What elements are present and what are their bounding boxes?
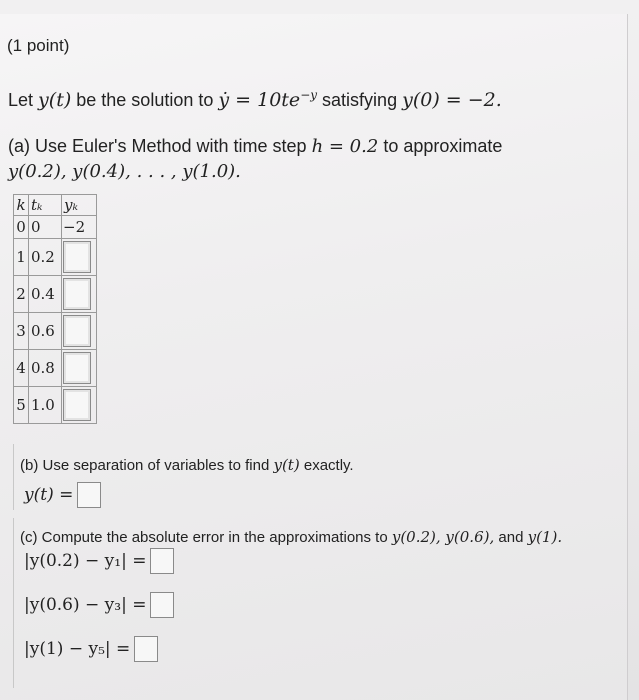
part-c-prompt [20,528,630,546]
cell-y-answer [62,350,97,387]
euler-table [13,194,97,424]
part-a-text: (a) Use Euler's Method with time step [8,136,307,156]
header-yk: yₖ [62,195,97,216]
y1-input[interactable] [63,241,91,273]
error5-input[interactable] [134,636,158,662]
part-a-targets: y(0.2), y(0.4), . . . , y(1.0). [8,161,241,182]
table-row [14,313,97,350]
part-c-and: and [498,529,524,546]
cell-k: 2 [14,276,29,313]
ode-equation: ẏ = 10te [218,89,301,111]
cell-k: 0 [14,216,29,239]
cell-k: 3 [14,313,29,350]
table-header-row [14,195,97,216]
cell-t: 0.6 [29,313,62,350]
part-c-divider [13,518,14,688]
part-b-text-after: exactly. [303,457,354,474]
cell-k: 4 [14,350,29,387]
part-b-answer-row [24,482,101,508]
y2-input[interactable] [63,278,91,310]
header-tk: tₖ [29,195,62,216]
error-row-1 [24,548,174,574]
y4-input[interactable] [63,352,91,384]
part-a-text-after: to approximate [383,136,503,156]
part-c-last: y(1). [527,528,563,546]
part-b-lhs: y(t) = [24,485,74,505]
cell-t: 1.0 [29,387,62,424]
y5-input[interactable] [63,389,91,421]
cell-y-answer [62,313,97,350]
initial-condition: y(0) = −2. [402,89,502,111]
cell-y-answer [62,276,97,313]
header-k: k [14,195,29,216]
cell-t: 0.4 [29,276,62,313]
ode-exponent: −y [300,88,318,102]
table-row [14,239,97,276]
error-expr-5: |y(1) − y₅| = [24,639,131,659]
intro-satisfying: satisfying [322,90,398,110]
problem-card [0,14,628,700]
table-row [14,216,97,239]
part-a-prompt [8,134,608,184]
part-b-divider [13,444,14,510]
table-row [14,387,97,424]
error-row-5 [24,636,158,662]
cell-k: 1 [14,239,29,276]
part-c-text: (c) Compute the absolute error in the approximations to [20,529,388,546]
part-b-text: (b) Use separation of variables to find [20,457,270,474]
error-expr-1: |y(0.2) − y₁| = [24,551,147,571]
table-row [14,350,97,387]
error1-input[interactable] [150,548,174,574]
part-c-targets: y(0.2), y(0.6), [391,528,495,546]
error-expr-3: |y(0.6) − y₃| = [24,595,147,615]
cell-y-answer [62,387,97,424]
cell-k: 5 [14,387,29,424]
cell-t: 0.8 [29,350,62,387]
intro-let: Let [8,90,34,110]
error-row-3 [24,592,174,618]
cell-t: 0 [29,216,62,239]
time-step: h = 0.2 [311,136,379,157]
intro-be-solution: be the solution to [76,90,214,110]
yt-input[interactable] [77,482,101,508]
error3-input[interactable] [150,592,174,618]
part-b-function: y(t) [273,456,300,474]
part-b-prompt [20,456,354,474]
cell-y-answer [62,239,97,276]
y3-input[interactable] [63,315,91,347]
intro-function: y(t) [38,89,72,111]
points-label: (1 point) [7,36,70,55]
cell-t: 0.2 [29,239,62,276]
problem-statement [8,88,502,111]
table-row [14,276,97,313]
cell-y0: −2 [62,216,97,239]
